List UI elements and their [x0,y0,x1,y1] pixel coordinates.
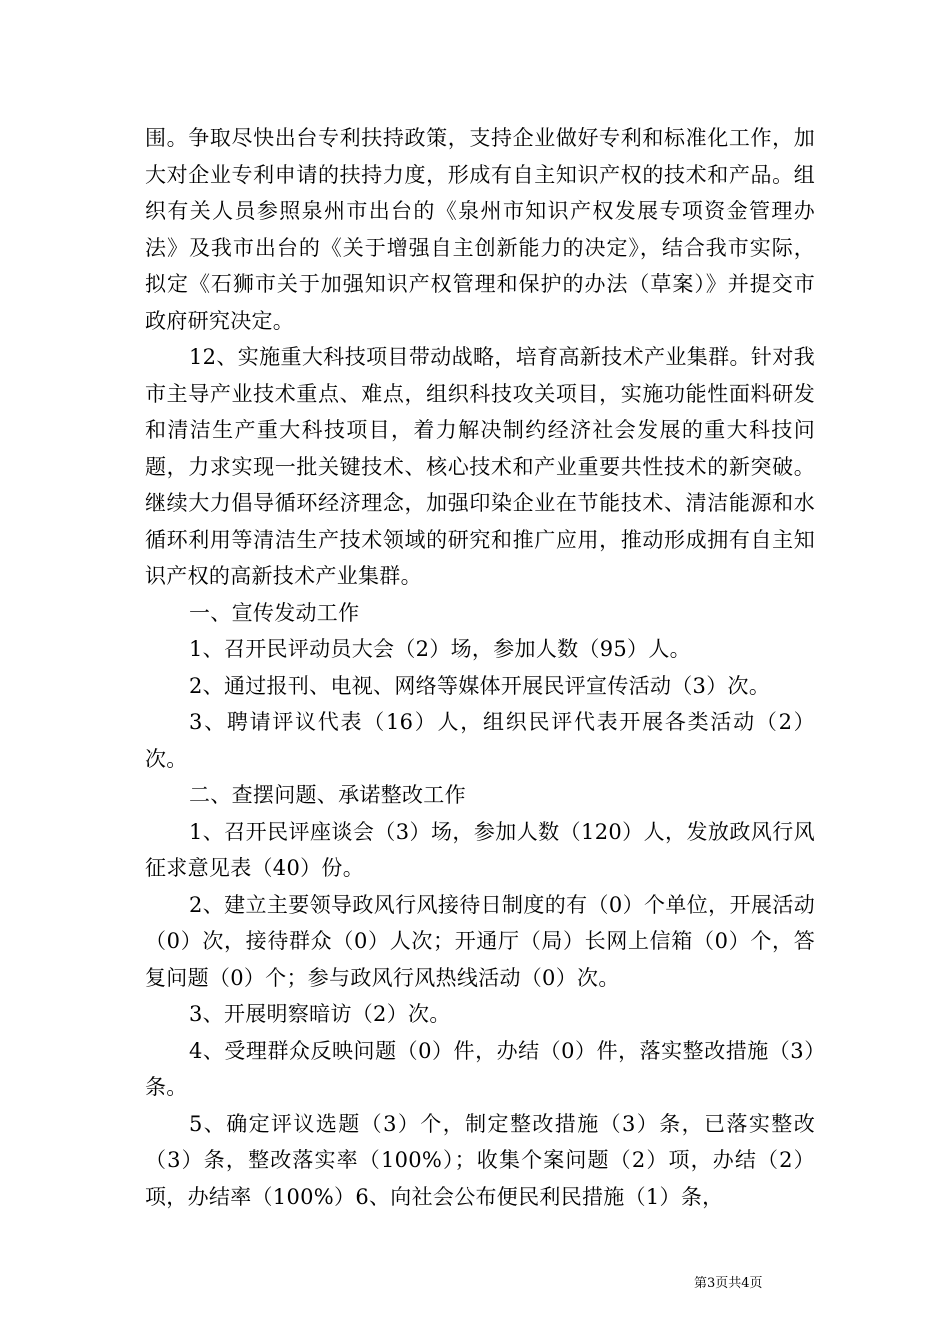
paragraph-item-12: 12、实施重大科技项目带动战略，培育高新技术产业集群。针对我市主导产业技术重点、难点，组织科技攻关项目，实施功能性面料研发和清洁生产重大科技项目，着力解决制约经济社会发展的重大科技问题，力求实现一批关键技术、核心技术和产业重要共性技术的新突破。继续大力倡导循环经济理念，加强印染企业在节能技术、清洁能源和水循环利用等清洁生产技术领域的研究和推广应用，推动形成拥有自主知识产权的高新技术产业集群。 [145,345,815,588]
document-body [145,120,815,1215]
list-item-rectification-2: 2、建立主要领导政风行风接待日制度的有（0）个单位，开展活动（0）次，接待群众（0）人次；开通厅（局）长网上信箱（0）个，答复问题（0）个；参与政风行风热线活动（0）次。 [145,892,815,990]
list-item-publicity-3: 3、聘请评议代表（16）人，组织民评代表开展各类活动（2）次。 [145,710,815,771]
list-item-rectification-1: 1、召开民评座谈会（3）场，参加人数（120）人，发放政风行风征求意见表（40）份。 [145,819,815,880]
list-item-rectification-4: 4、受理群众反映问题（0）件，办结（0）件，落实整改措施（3）条。 [145,1038,815,1099]
list-item-rectification-5: 5、确定评议选题（3）个，制定整改措施（3）条，已落实整改（3）条，整改落实率（100%）；收集个案问题（2）项，办结（2）项，办结率（100%）6、向社会公布便民利民措施（1）条， [145,1111,815,1209]
section-heading-rectification: 二、查摆问题、承诺整改工作 [189,783,466,807]
paragraph-ip-continuation: 围。争取尽快出台专利扶持政策，支持企业做好专利和标准化工作，加大对企业专利申请的扶持力度，形成有自主知识产权的技术和产品。组织有关人员参照泉州市出台的《泉州市知识产权发展专项资金管理办法》及我市出台的《关于增强自主创新能力的决定》，结合我市实际，拟定《石狮市关于加强知识产权管理和保护的办法（草案）》并提交市政府研究决定。 [145,126,815,333]
list-item-publicity-1: 1、召开民评动员大会（2）场，参加人数（95）人。 [189,637,691,661]
page-number-footer: 第3页共4页 [694,1276,763,1291]
section-heading-publicity: 一、宣传发动工作 [189,600,360,625]
list-item-rectification-3: 3、开展明察暗访（2）次。 [189,1002,451,1026]
list-item-publicity-2: 2、通过报刊、电视、网络等媒体开展民评宣传活动（3）次。 [189,673,771,698]
